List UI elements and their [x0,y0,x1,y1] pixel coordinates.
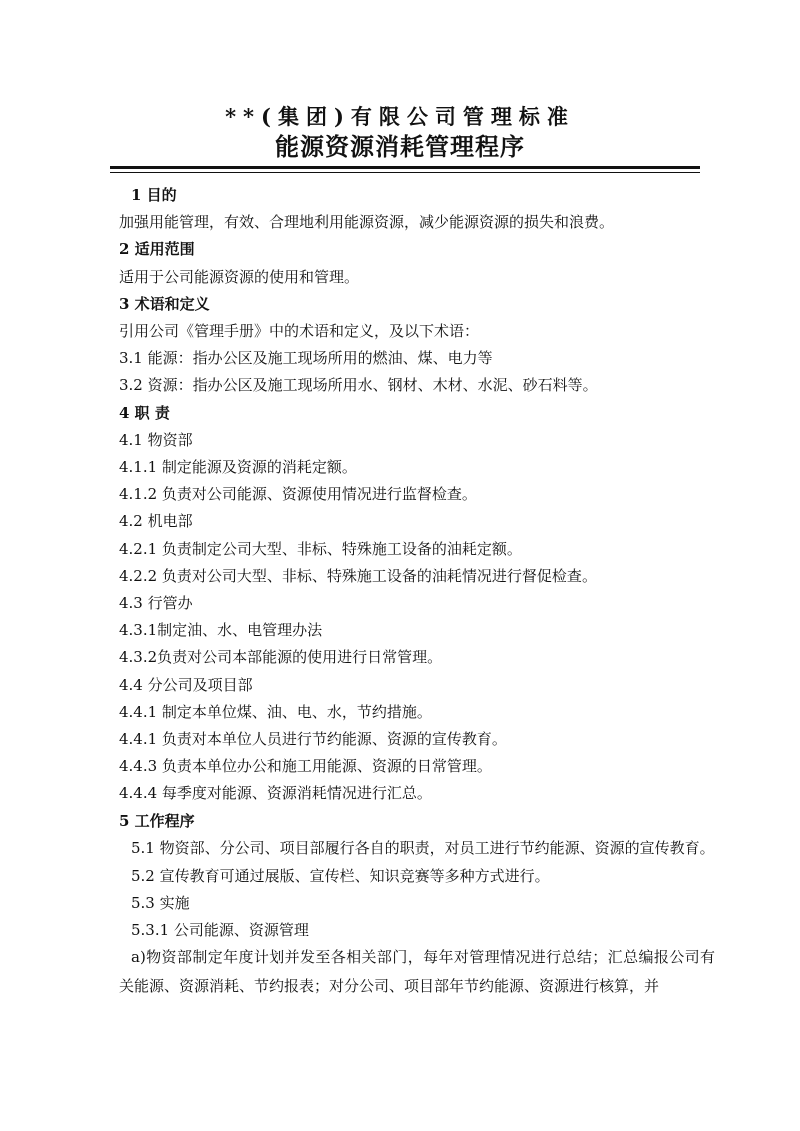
clause-item: 3.2 资源：指办公区及施工现场所用水、钢材、木材、水泥、砂石料等。 [119,376,598,395]
clause-item: 4.3.2负责对公司本部能源的使用进行日常管理。 [119,648,443,667]
paragraph: 引用公司《管理手册》中的术语和定义，及以下术语： [119,322,480,341]
clause-item: 3.1 能源：指办公区及施工现场所用的燃油、煤、电力等 [119,349,493,368]
section-heading-3: 3 术语和定义 [119,294,210,313]
clause-item: 5.2 宣传教育可通过展版、宣传栏、知识竞赛等多种方式进行。 [131,866,550,885]
section-heading-2: 2 适用范围 [119,240,195,259]
clause-item: 4.4.1 负责对本单位人员进行节约能源、资源的宣传教育。 [119,730,507,749]
clause-item: 4.4 分公司及项目部 [119,675,253,694]
section-heading-1: 1 目的 [131,186,177,204]
clause-item: 4.4.1 制定本单位煤、油、电、水，节约措施。 [119,702,432,721]
document-body [119,182,715,1001]
clause-item: 4.4.3 负责本单位办公和施工用能源、资源的日常管理。 [119,757,492,776]
document-standard-header: **(集团)有限公司管理标准 [225,104,575,129]
clause-item: 5.3.1 公司能源、资源管理 [131,921,309,940]
paragraph: 加强用能管理，有效、合理地利用能源资源，减少能源资源的损失和浪费。 [119,213,615,232]
clause-item: a)物资部制定年度计划并发至各相关部门，每年对管理情况进行总结；汇总编报公司有关能源、资源消耗、节约报表；对分公司、项目部年节约能源、资源进行核算，并 [119,948,715,996]
clause-item: 4.2.2 负责对公司大型、非标、特殊施工设备的油耗情况进行督促检查。 [119,566,597,585]
paragraph: 适用于公司能源资源的使用和管理。 [119,267,360,286]
title-divider-thin [110,172,700,173]
section-heading-4: 4 职 责 [119,403,170,422]
clause-item: 4.1.1 制定能源及资源的消耗定额。 [119,458,357,477]
clause-item: 4.1.2 负责对公司能源、资源使用情况进行监督检查。 [119,485,477,504]
document-title: 能源资源消耗管理程序 [275,132,525,161]
section-heading-5: 5 工作程序 [119,811,195,830]
clause-item: 4.2 机电部 [119,512,193,531]
clause-item: 4.1 物资部 [119,430,193,449]
title-divider-thick [110,166,700,169]
clause-item: 4.3 行管办 [119,594,193,613]
clause-item: 5.3 实施 [131,893,190,912]
clause-item: 4.3.1制定油、水、电管理办法 [119,621,323,640]
clause-item: 5.1 物资部、分公司、项目部履行各自的职责，对员工进行节约能源、资源的宣传教育。 [131,838,715,857]
clause-item: 4.2.1 负责制定公司大型、非标、特殊施工设备的油耗定额。 [119,539,522,558]
clause-item: 4.4.4 每季度对能源、资源消耗情况进行汇总。 [119,784,432,803]
